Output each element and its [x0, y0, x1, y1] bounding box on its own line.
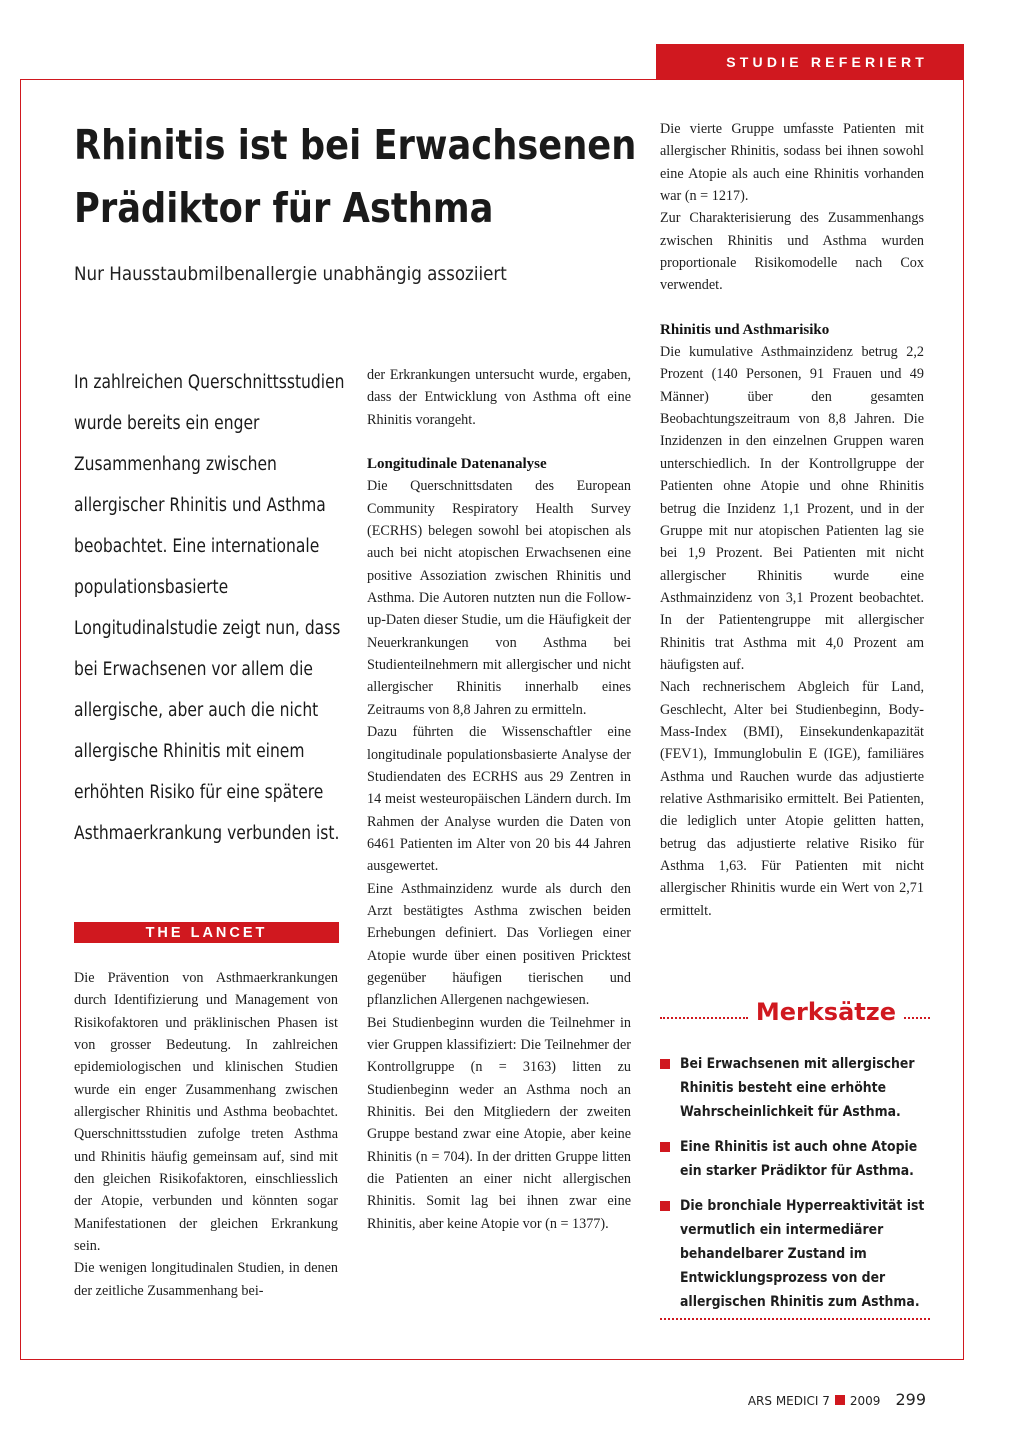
source-label: THE LANCET	[74, 922, 339, 943]
square-bullet-icon	[835, 1395, 845, 1405]
section-label: STUDIE REFERIERT	[656, 44, 964, 79]
article-title	[74, 114, 637, 240]
merksatz-item: Bei Erwachsenen mit allergischer Rhinitis besteht eine erhöhte Wahrscheinlichkeit für Asthma.	[660, 1052, 928, 1124]
dotted-rule	[660, 1318, 930, 1320]
square-bullet-icon	[660, 1142, 670, 1152]
journal-name: ARS MEDICI 7	[747, 1394, 830, 1408]
column-c	[660, 118, 924, 922]
merksaetze-title: Merksätze	[755, 998, 896, 1026]
body-paragraph: Die Prävention von Asthmaerkrankungen durch Identifizierung und Management von Risikofaktoren und präklinischen Phasen ist von grosser Bedeutung. In zahlreichen epidemiologischen und klinischen Studien wurde ein enger Zusammenhang zwischen allergischer Rhinitis und Asthma beobachtet. Querschnittsstudien zufolge treten Asthma und Rhinitis häufig gemeinsam auf, sind mit den gleichen Risikofaktoren, einschliesslich der Atopie, verbunden und könnten sogar Manifestationen der gleichen Erkrankung sein.	[74, 970, 338, 1255]
body-paragraph: Zur Charakterisierung des Zusammenhangs zwischen Rhinitis und Asthma wurden proportionale Risikomodelle nach Cox verwendet.	[660, 210, 924, 294]
body-paragraph: der Erkrankungen untersucht wurde, ergaben, dass der Entwicklung von Asthma oft eine Rhinitis vorangeht.	[367, 367, 631, 428]
body-paragraph: Die Querschnittsdaten des European Community Respiratory Health Survey (ECRHS) belegen sowohl bei atopischen als auch bei nicht atopischen Erwachsenen eine positive Assoziation zwischen Rhinitis und Asthma. Die Autoren nutzten nun die Follow-up-Daten dieser Studie, um die Häufigkeit der Neuerkrankungen von Asthma bei Studienteilnehmern mit allergischer und nicht allergischer Rhinitis innerhalb eines Zeitraums von 8,8 Jahren zu ermitteln.	[367, 478, 631, 718]
section-heading-risk: Rhinitis und Asthmarisiko	[660, 321, 830, 338]
merksaetze-header	[660, 996, 930, 1028]
body-paragraph: Die kumulative Asthmainzidenz betrug 2,2 Prozent (140 Personen, 91 Frauen und 49 Männer) über den gesamten Beobachtungszeitraum von 8,8 Jahren. Die Inzidenzen in den einzelnen Gruppen waren unterschiedlich. In der Kontrollgruppe der Patienten ohne Atopie und ohne Rhinitis betrug die Inzidenz 1,1 Prozent, und in der Gruppe mit nur atopischen Patienten lag sie bei 1,9 Prozent. Bei Patienten mit nicht allergischer Rhinitis wurde eine Asthmainzidenz von 3,1 Prozent beobachtet. In der Patientengruppe mit allergischer Rhinitis trat Asthma mit 4,0 Prozent am häufigsten auf.	[660, 344, 924, 673]
dotted-rule	[660, 1017, 748, 1019]
column-b	[367, 364, 631, 1235]
body-paragraph: Bei Studienbeginn wurden die Teilnehmer in vier Gruppen klassifiziert: Die Teilnehmer der Kontrollgruppe (n = 3163) litten zu Studienbeginn weder an Asthma noch an Rhinitis. Bei den Mitgliedern der zweiten Gruppe bestand zwar eine Atopie, aber keine Rhinitis (n = 704). In der dritten Gruppe litten die Patienten an einer nicht allergischen Rhinitis. Somit lag bei ihnen zwar eine Rhinitis, aber keine Atopie vor (n = 1377).	[367, 1014, 631, 1232]
article-subtitle: Nur Hausstaubmilbenallergie unabhängig assoziiert	[74, 263, 507, 285]
body-paragraph: Eine Asthmainzidenz wurde als durch den Arzt bestätigtes Asthma zwischen beiden Erhebungen definiert. Das Vorliegen einer Atopie wurde über einen positiven Pricktest gegenüber häufigen tierischen und pflanzlichen Allergenen nachgewiesen.	[367, 880, 631, 1009]
square-bullet-icon	[660, 1059, 670, 1069]
body-paragraph: Die wenigen longitudinalen Studien, in denen der zeitliche Zusammenhang bei-	[74, 1260, 338, 1299]
page-footer	[748, 1390, 926, 1409]
merksatz-item: Eine Rhinitis ist auch ohne Atopie ein starker Prädiktor für Asthma.	[660, 1135, 928, 1183]
title-line-2: Prädiktor für Asthma	[74, 184, 494, 232]
merksatz-item: Die bronchiale Hyperreaktivität ist vermutlich ein intermediärer behandelbarer Zustand im Entwicklungsprozess von der allergischen Rhinitis zum Asthma.	[660, 1194, 928, 1314]
body-paragraph: Dazu führten die Wissenschaftler eine longitudinale populationsbasierte Analyse der Studiendaten des ECRHS aus 29 Zentren in 14 meist westeuropäischen Ländern durch. Im Rahmen der Analyse wurden die Daten von 6461 Patienten im Alter von 20 bis 44 Jahren ausgewertet.	[367, 724, 631, 875]
square-bullet-icon	[660, 1201, 670, 1211]
dotted-rule	[904, 1017, 930, 1019]
page-number: 299	[895, 1390, 926, 1409]
body-paragraph: Die vierte Gruppe umfasste Patienten mit allergischer Rhinitis, sodass bei ihnen sowohl eine Atopie als auch eine Rhinitis vorhanden war (n = 1217).	[660, 121, 924, 205]
title-line-1: Rhinitis ist bei Erwachsenen	[74, 121, 637, 169]
merksaetze-list	[660, 1052, 928, 1325]
issue-year: 2009	[849, 1394, 881, 1408]
section-heading-longitudinal: Longitudinale Datenanalyse	[367, 456, 547, 473]
body-paragraph: Nach rechnerischem Abgleich für Land, Geschlecht, Alter bei Studienbeginn, Body-Mass-Index (BMI), Einsekundenkapazität (FEV1), Immunglobulin E (IGE), familiäres Asthma und Rauchen wurde das adjustierte relative Asthmarisiko ermittelt. Bei Patienten, die lediglich unter Atopie gelitten hatten, betrug das adjustierte relative Risiko für Asthma 1,63. Für Patienten mit nicht allergischer Rhinitis wurde ein Wert von 2,71 ermittelt.	[660, 679, 924, 919]
column-a	[74, 967, 338, 1302]
lead-paragraph: In zahlreichen Querschnittsstudien wurde bereits ein enger Zusammenhang zwischen allergischer Rhinitis und Asthma beobachtet. Eine internationale populationsbasierte Longitudinalstudie zeigt nun, dass bei Erwachsenen vor allem die allergische, aber auch die nicht allergische Rhinitis mit einem erhöhten Risiko für eine spätere Asthmaerkrankung verbunden ist.	[74, 372, 345, 844]
